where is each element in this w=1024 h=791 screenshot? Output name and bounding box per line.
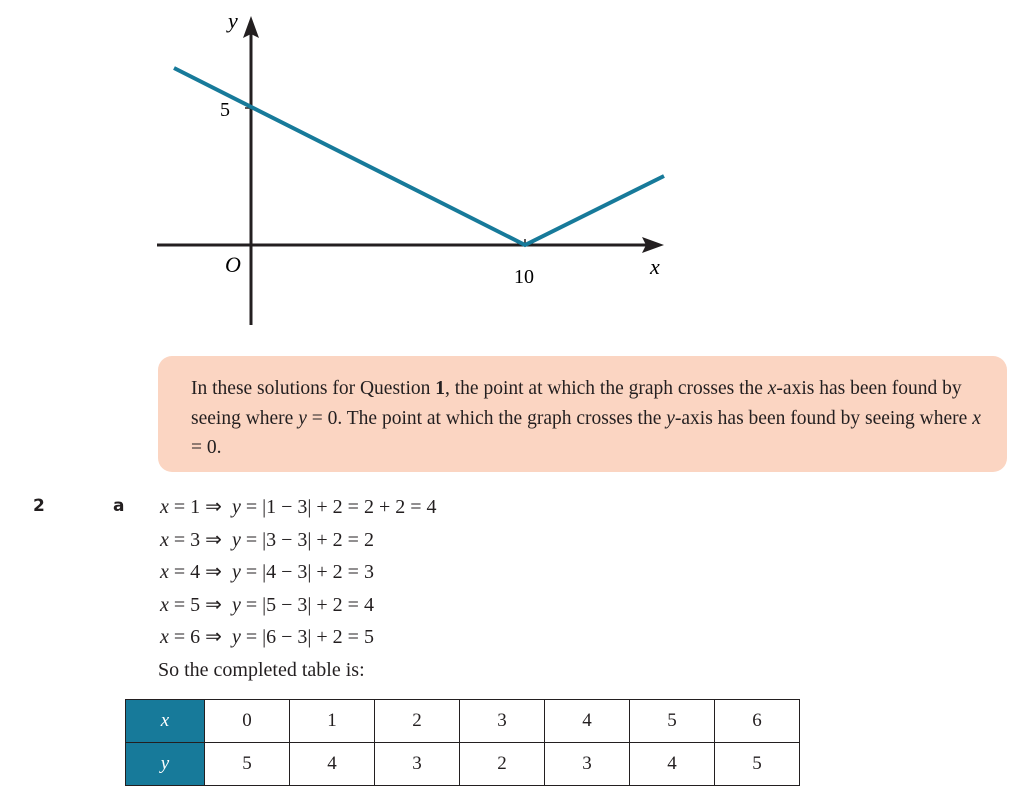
table-cell: 0 [205, 700, 290, 743]
table-cell: 5 [715, 743, 800, 786]
working-line: x = 6 ⇒ y = |6 − 3| + 2 = 5 [160, 626, 374, 648]
working-line: x = 1 ⇒ y = |1 − 3| + 2 = 2 + 2 = 4 [160, 496, 437, 518]
note-text: In these solutions for Question 1, the point at which the graph crosses the x-axis has been found by seeing where y = 0. The point at which the graph crosses the y-axis has been found by seeing where x = 0. [191, 378, 981, 458]
y-tick-label: 5 [220, 99, 230, 121]
working-line: x = 4 ⇒ y = |4 − 3| + 2 = 3 [160, 561, 374, 583]
x-tick-label: 10 [514, 266, 534, 288]
working-line: x = 5 ⇒ y = |5 − 3| + 2 = 4 [160, 593, 374, 616]
origin-label: O [225, 252, 241, 277]
table-cell: 1 [290, 700, 375, 743]
y-axis-label: y [228, 8, 238, 33]
question-part: a [113, 496, 125, 516]
question-reference: 1 [435, 378, 446, 399]
working-line: x = 3 ⇒ y = |3 − 3| + 2 = 2 [160, 528, 374, 551]
table-row-y [126, 743, 800, 786]
table-cell: 5 [205, 743, 290, 786]
table-cell: 2 [375, 700, 460, 743]
table-header-y: y [126, 743, 205, 786]
question-number: 2 [33, 496, 45, 516]
table-intro: So the completed table is: [158, 659, 365, 681]
values-table [125, 699, 800, 786]
table-cell: 5 [630, 700, 715, 743]
table-row-x [126, 700, 800, 743]
table-cell: 2 [460, 743, 545, 786]
table-cell: 4 [545, 700, 630, 743]
graph [0, 0, 720, 335]
x-axis-label: x [650, 254, 660, 279]
table-header-x: x [126, 700, 205, 743]
table-cell: 3 [545, 743, 630, 786]
graph-line [174, 68, 664, 245]
table-cell: 6 [715, 700, 800, 743]
table-cell: 4 [290, 743, 375, 786]
table-cell: 4 [630, 743, 715, 786]
note-box [158, 356, 1007, 472]
table-cell: 3 [375, 743, 460, 786]
table-cell: 3 [460, 700, 545, 743]
working-lines [160, 493, 437, 656]
